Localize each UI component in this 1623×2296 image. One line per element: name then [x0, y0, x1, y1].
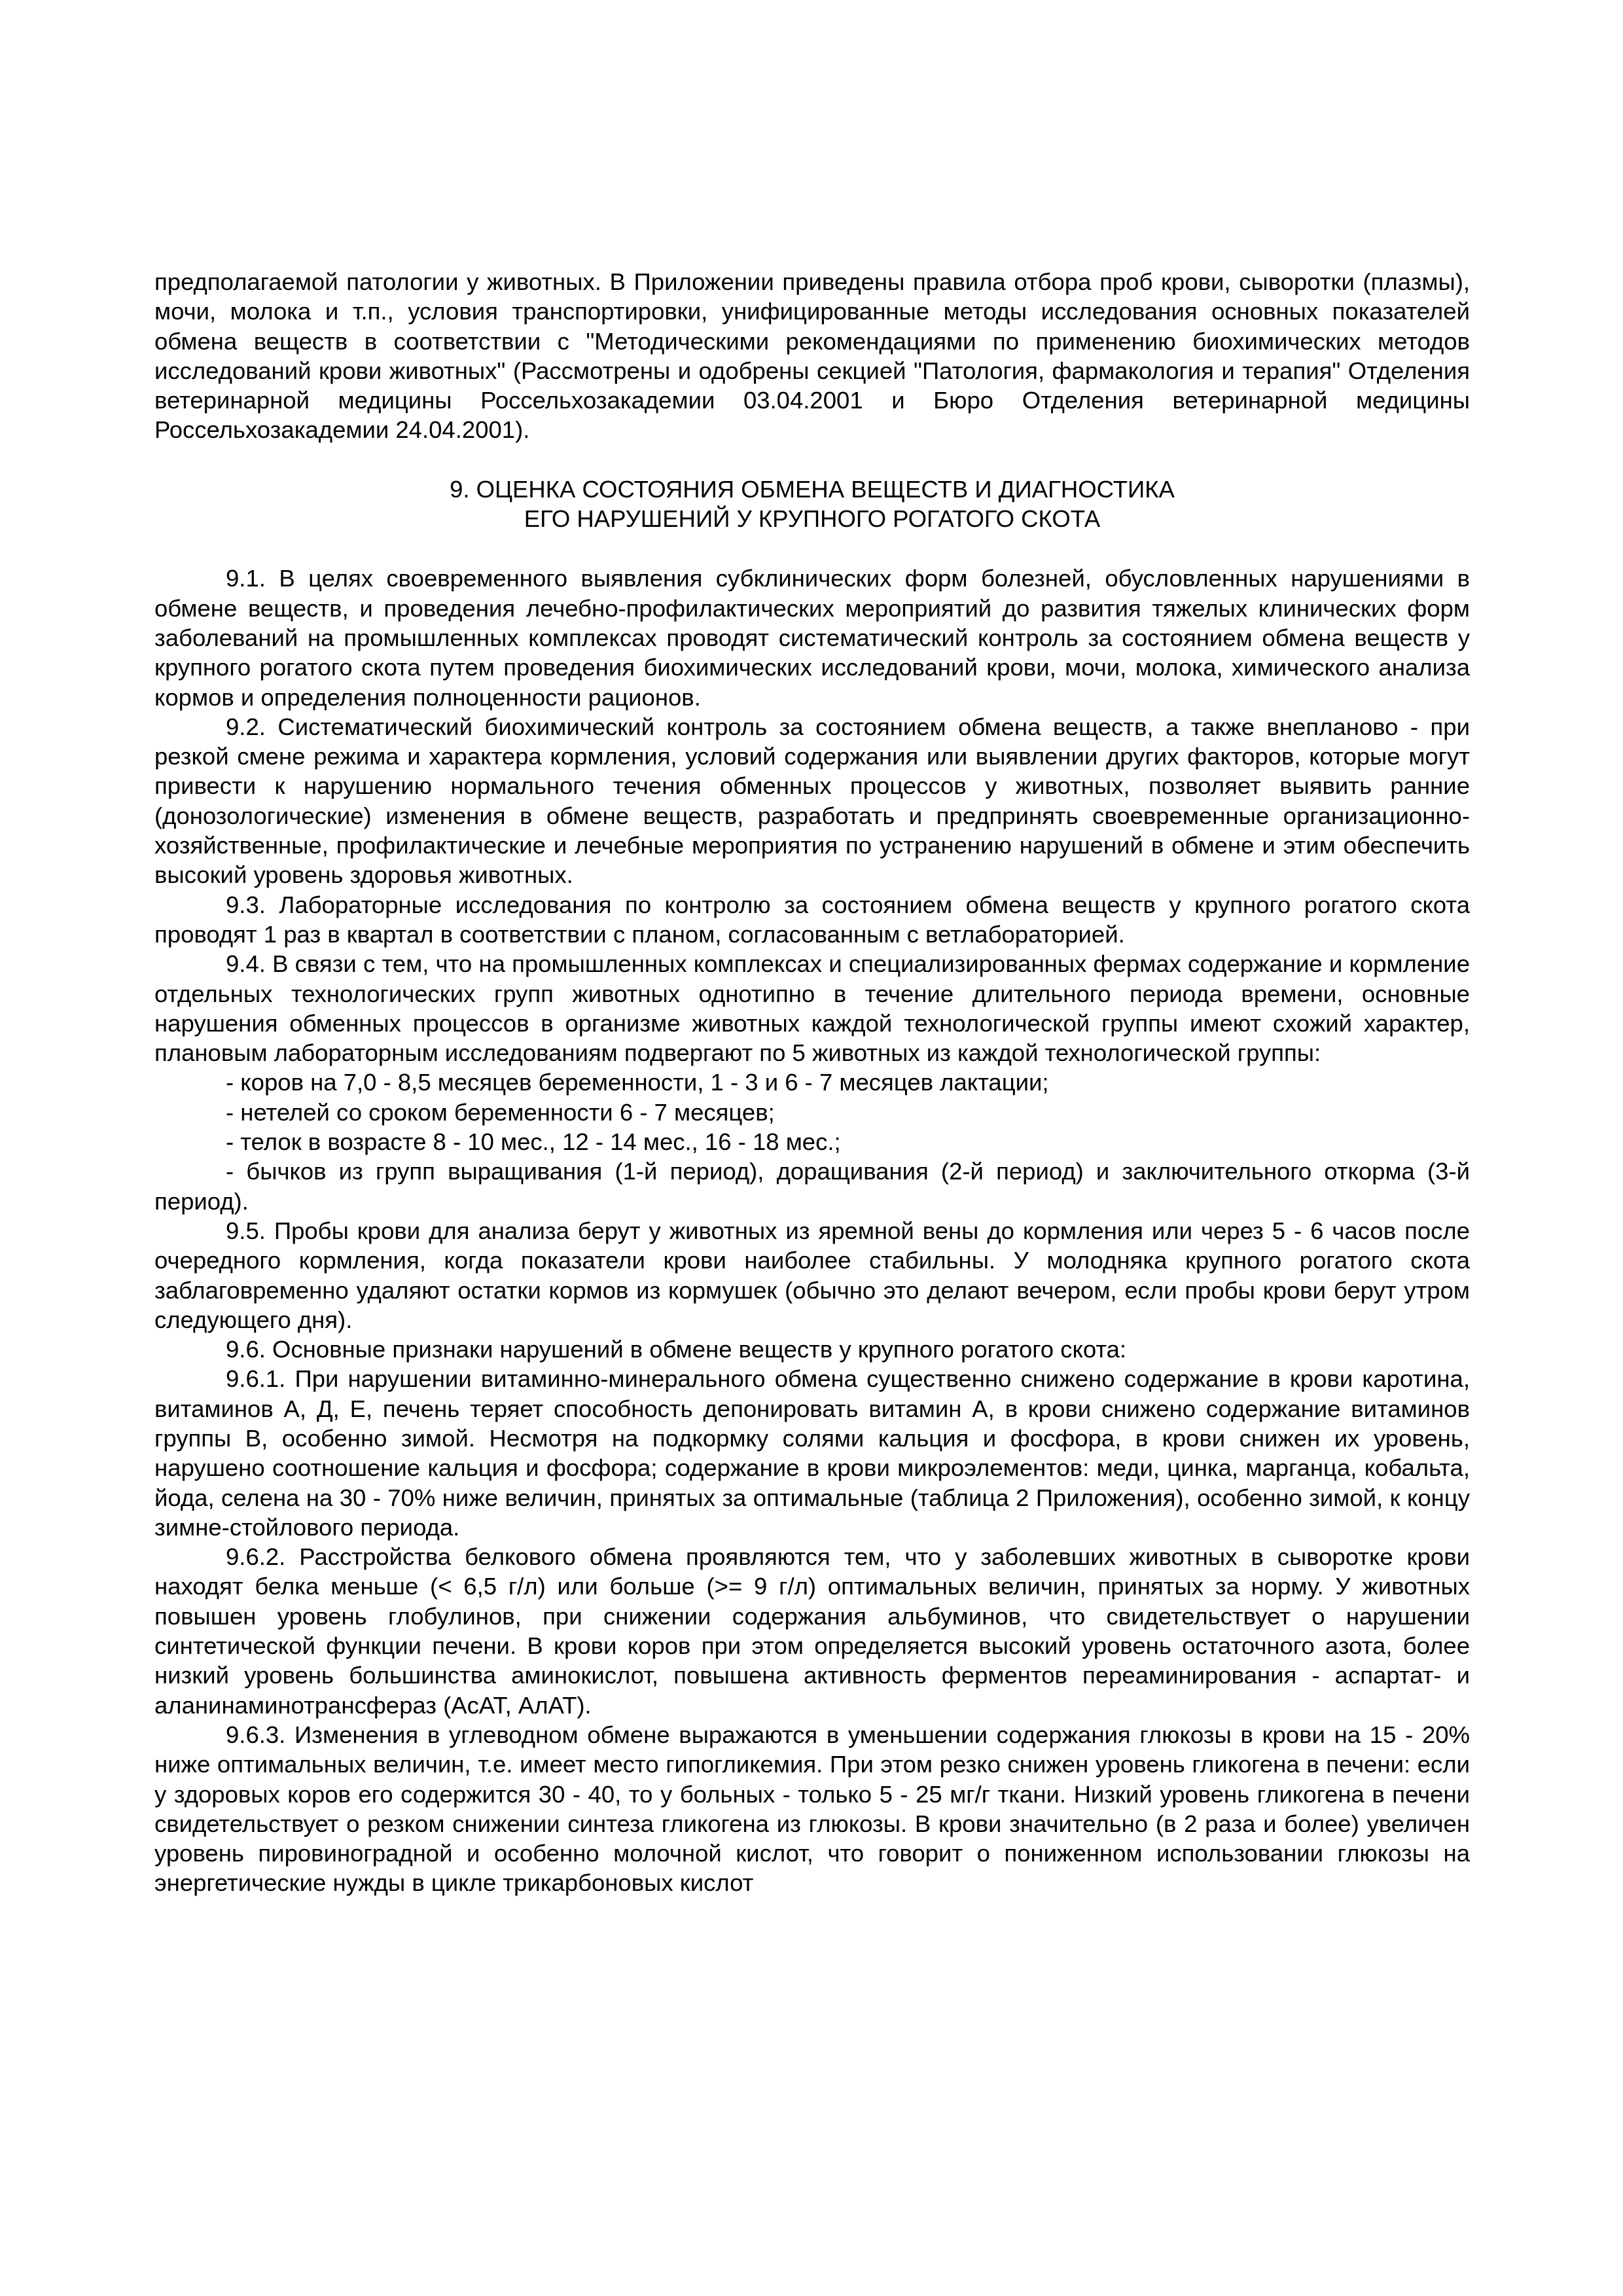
section-heading: [154, 475, 1470, 534]
list-item: - телок в возрасте 8 - 10 мес., 12 - 14 мес., 16 - 18 мес.;: [226, 1128, 841, 1156]
paragraph-9-3: 9.3. Лабораторные исследования по контролю за состоянием обмена веществ у крупного рогатого скота проводят 1 раз в квартал в соответствии с планом, согласованным с ветлабораторией.: [154, 891, 1470, 948]
paragraph-9-6-2: 9.6.2. Расстройства белкового обмена проявляются тем, что у заболевших животных в сыворотке крови находят белка меньше (< 6,5 г/л) или больше (>= 9 г/л) оптимальных величин, принятых за норму. У животных повышен уровень глобулинов, при снижении содержания альбуминов, что свидетельствует о нарушении синтетической функции печени. В крови коров при этом определяется высокий уровень остаточного азота, более низкий уровень большинства аминокислот, повышена активность ферментов переаминирования - аспартат- и аланинаминотрансфераз (АсАТ, АлАТ).: [154, 1543, 1470, 1719]
list-item: - коров на 7,0 - 8,5 месяцев беременности, 1 - 3 и 6 - 7 месяцев лактации;: [226, 1069, 1049, 1096]
paragraph-9-6-3: 9.6.3. Изменения в углеводном обмене выражаются в уменьшении содержания глюкозы в крови на 15 - 20% ниже оптимальных величин, т.е. имеет место гипогликемия. При этом резко снижен уровень гликогена в печени: если у здоровых коров его содержится 30 - 40, то у больных - только 5 - 25 мг/г ткани. Низкий уровень гликогена в печени свидетельствует о резком снижении синтеза гликогена из глюкозы. В крови значительно (в 2 раза и более) увеличен уровень пировиноградной и особенно молочной кислот, что говорит о пониженном использовании глюкозы на энергетические нужды в цикле трикарбоновых кислот: [154, 1721, 1470, 1897]
intro-paragraph: предполагаемой патологии у животных. В Приложении приведены правила отбора проб крови, сыворотки (плазмы), мочи, молока и т.п., условия транспортировки, унифицированные методы исследования основных показателей обмена веществ в соответствии с "Методическими рекомендациями по применению биохимических методов исследований крови животных" (Рассмотрены и одобрены секцией "Патология, фармакология и терапия" Отделения ветеринарной медицины Россельхозакадемии 03.04.2001 и Бюро Отделения ветеринарной медицины Россельхозакадемии 24.04.2001).: [154, 268, 1470, 444]
paragraph-9-2: 9.2. Систематический биохимический контроль за состоянием обмена веществ, а также внепланово - при резкой смене режима и характера кормления, условий содержания или выявлении других факторов, которые могут привести к нарушению нормального течения обменных процессов у животных, позволяет выявить ранние (донозологические) изменения в обмене веществ, разработать и предпринять своевременные организационно-хозяйственные, профилактические и лечебные мероприятия по устранению нарушений в обмене и этим обеспечить высокий уровень здоровья животных.: [154, 713, 1470, 889]
list-item: - бычков из групп выращивания (1-й период), доращивания (2-й период) и заключительного откорма (3-й период).: [154, 1158, 1470, 1215]
paragraph-9-5: 9.5. Пробы крови для анализа берут у животных из яремной вены до кормления или через 5 - 6 часов после очередного кормления, когда показатели крови наиболее стабильны. У молодняка крупного рогатого скота заблаговременно удаляют остатки кормов из кормушек (обычно это делают вечером, если пробы крови берут утром следующего дня).: [154, 1217, 1470, 1333]
document-page: [154, 267, 1470, 1898]
list-item: - нетелей со сроком беременности 6 - 7 месяцев;: [226, 1098, 775, 1126]
paragraph-9-6-1: 9.6.1. При нарушении витаминно-минерального обмена существенно снижено содержание в крови каротина, витаминов А, Д, Е, печень теряет способность депонировать витамин А, в крови снижено содержание витаминов группы В, особенно зимой. Несмотря на подкормку солями кальция и фосфора, в крови снижен их уровень, нарушено соотношение кальция и фосфора; содержание в крови микроэлементов: меди, цинка, марганца, кобальта, йода, селена на 30 - 70% ниже величин, принятых за оптимальные (таблица 2 Приложения), особенно зимой, к концу зимне-стойлового периода.: [154, 1365, 1470, 1541]
section-heading-line-2: ЕГО НАРУШЕНИЙ У КРУПНОГО РОГАТОГО СКОТА: [524, 505, 1101, 533]
paragraph-9-4: 9.4. В связи с тем, что на промышленных комплексах и специализированных фермах содержание и кормление отдельных технологических групп животных однотипно в течение длительного периода времени, основные нарушения обменных процессов в организме животных каждой технологической группы имеют схожий характер, плановым лабораторным исследованиям подвергают по 5 животных из каждой технологической группы:: [154, 950, 1470, 1067]
paragraph-9-6: 9.6. Основные признаки нарушений в обмене веществ у крупного рогатого скота:: [226, 1336, 1127, 1363]
section-heading-line-1: 9. ОЦЕНКА СОСТОЯНИЯ ОБМЕНА ВЕЩЕСТВ И ДИАГНОСТИКА: [450, 475, 1175, 503]
paragraph-9-1: 9.1. В целях своевременного выявления субклинических форм болезней, обусловленных нарушениями в обмене веществ, и проведения лечебно-профилактических мероприятий до развития тяжелых клинических форм заболеваний на промышленных комплексах проводят систематический контроль за состоянием обмена веществ у крупного рогатого скота путем проведения биохимических исследований крови, мочи, молока, химического анализа кормов и определения полноценности рационов.: [154, 565, 1470, 711]
